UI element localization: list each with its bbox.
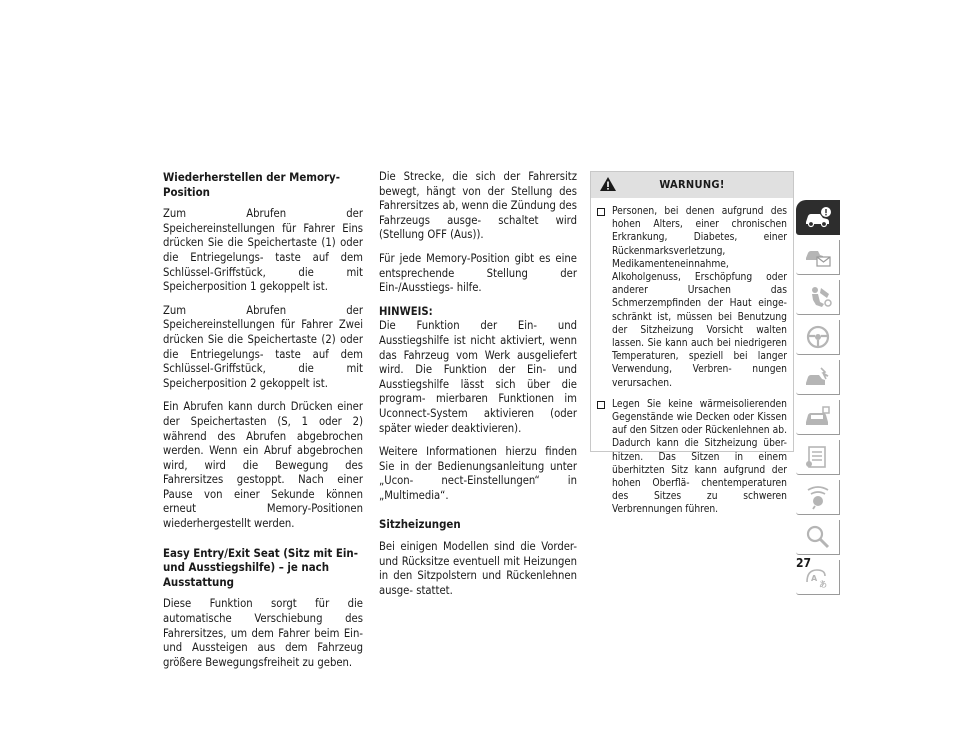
airbag-seat-icon (803, 284, 833, 310)
section-heading-memory-recall: Wiederherstellen der Memory-Position (163, 170, 340, 199)
page-number: 27 (796, 556, 812, 570)
paragraph-seat-distance: Die Strecke, die sich der Fahrersitz bewegt, hängt von der Stellung des Fahrersitzes ab, wenn die Zündung des Fahrzeugs ausge- schaltet wird (Stellung OFF (Aus)). (379, 170, 577, 242)
multimedia-icon (803, 484, 833, 510)
car-mail-icon (803, 244, 833, 270)
paragraph-more-info: Weitere Informationen hierzu finden Sie in der Bedienungsanleitung unter „Ucon- nect-Einstellungen“ in „Multimedia“. (379, 445, 577, 502)
tab-airbag-seat[interactable] (796, 280, 840, 315)
note-text: Die Funktion der Ein- und Ausstiegshilfe ist nicht aktiviert, wenn das Fahrzeug vom Werk ausgeliefert wird. Die Funktion der Ein- und Ausstiegshilfe lässt sich über die program- mierbaren Funktionen im Uconnect-System aktivieren (oder später wieder deaktivieren). (379, 319, 577, 435)
tab-car-info[interactable] (796, 200, 840, 235)
warning-item-text: Personen, bei denen aufgrund des hohen Alters, einer chronischen Erkrankung, Diabetes, einer Rückenmarksverletzung, Medikamenteneinnahme, Alkoholgenuss, Erschöpfung oder anderer Ursachen das Schmerzempfinden der Haut einge- schränkt ist, müssen bei Benutzung der Sitzheizung Vorsicht walten lassen. Sie kann auch bei niedrigeren Temperaturen, speziell bei langer Verwendung, Verbren- nungen verursachen. (612, 206, 787, 389)
search-icon (803, 524, 833, 550)
warning-title: WARNUNG! (659, 178, 725, 191)
paragraph-driver-one: Zum Abrufen der Speichereinstellungen für Fahrer Eins drücken Sie die Speichertaste (1) oder die Entriegelungs- taste auf dem Schlüssel-Griffstück, die mit Speicherposition 1 gekoppelt ist. (163, 207, 363, 294)
warning-header (591, 172, 793, 198)
warning-item-text: Legen Sie keine wärmeisolierenden Gegenstände wie Decken oder Kissen auf den Sitzen oder Rückenlehnen ab. Dadurch kann die Sitzheizung über- hitzen. Das Sitzen in einem überhitzten Sitz kann aufgrund der hohen Oberflä- chentemperaturen des Sitzes zu schweren Verbrennungen führen. (612, 398, 787, 516)
tab-search[interactable] (796, 520, 840, 555)
paragraph-cancel-recall: Ein Abrufen kann durch Drücken einer der Speichertasten (S, 1 oder 2) während des Abrufen abgebrochen werden. Wenn ein Abruf abgebrochen wird, wird die Bewegung des Fahrersitzes gestoppt. Nach einer Pause von einer Sekunde können erneut Memory-Positionen wiederhergestellt werden. (163, 400, 363, 531)
warning-box (590, 171, 794, 516)
steering-wheel-icon (803, 324, 833, 350)
tab-car-mail[interactable] (796, 240, 840, 275)
paragraph-easy-entry: Diese Funktion sorgt für die automatische Verschiebung des Fahrersitzes, um dem Fahrer beim Ein- und Aussteigen aus dem Fahrzeug größere Bewegungsfreiheit zu geben. (163, 597, 363, 669)
tab-car-service[interactable] (796, 400, 840, 435)
section-heading-seat-heaters: Sitzheizungen (379, 517, 461, 532)
square-bullet-icon (597, 208, 605, 216)
car-info-icon (803, 204, 833, 230)
warning-item (597, 398, 787, 517)
note-label: HINWEIS: (379, 304, 433, 318)
svg-text:A: A (811, 574, 818, 583)
warning-list (591, 198, 793, 517)
paragraph-seat-heaters: Bei einigen Modellen sind die Vorder- und Rücksitze eventuell mit Heizungen in den Sitzpolstern und Rückenlehnen ausge- stattet. (379, 540, 577, 597)
tab-multimedia[interactable] (796, 480, 840, 515)
note-block (379, 305, 577, 436)
left-column (163, 170, 363, 679)
middle-column (379, 170, 577, 607)
svg-text:あ: あ (819, 580, 827, 589)
tab-car-crash[interactable] (796, 360, 840, 395)
square-bullet-icon (597, 401, 605, 409)
section-heading-easy-entry: Easy Entry/Exit Seat (Sitz mit Ein- und Ausstiegshilfe) – je nach Ausstattung (163, 545, 358, 589)
tab-steering-wheel[interactable] (796, 320, 840, 355)
paragraph-memory-position: Für jede Memory-Position gibt es eine entsprechende Stellung der Ein-/Ausstiegs- hilfe. (379, 251, 577, 295)
warning-item (597, 205, 787, 390)
car-service-icon (803, 404, 833, 430)
tab-checklist[interactable] (796, 440, 840, 475)
paragraph-driver-two: Zum Abrufen der Speichereinstellungen für Fahrer Zwei drücken Sie die Speichertaste (2) oder die Entriegelungs- taste auf dem Schlüssel-Griffstück, die mit Speicherposition 2 gekoppelt ist. (163, 303, 363, 390)
car-crash-icon (803, 364, 833, 390)
checklist-icon (803, 444, 833, 470)
